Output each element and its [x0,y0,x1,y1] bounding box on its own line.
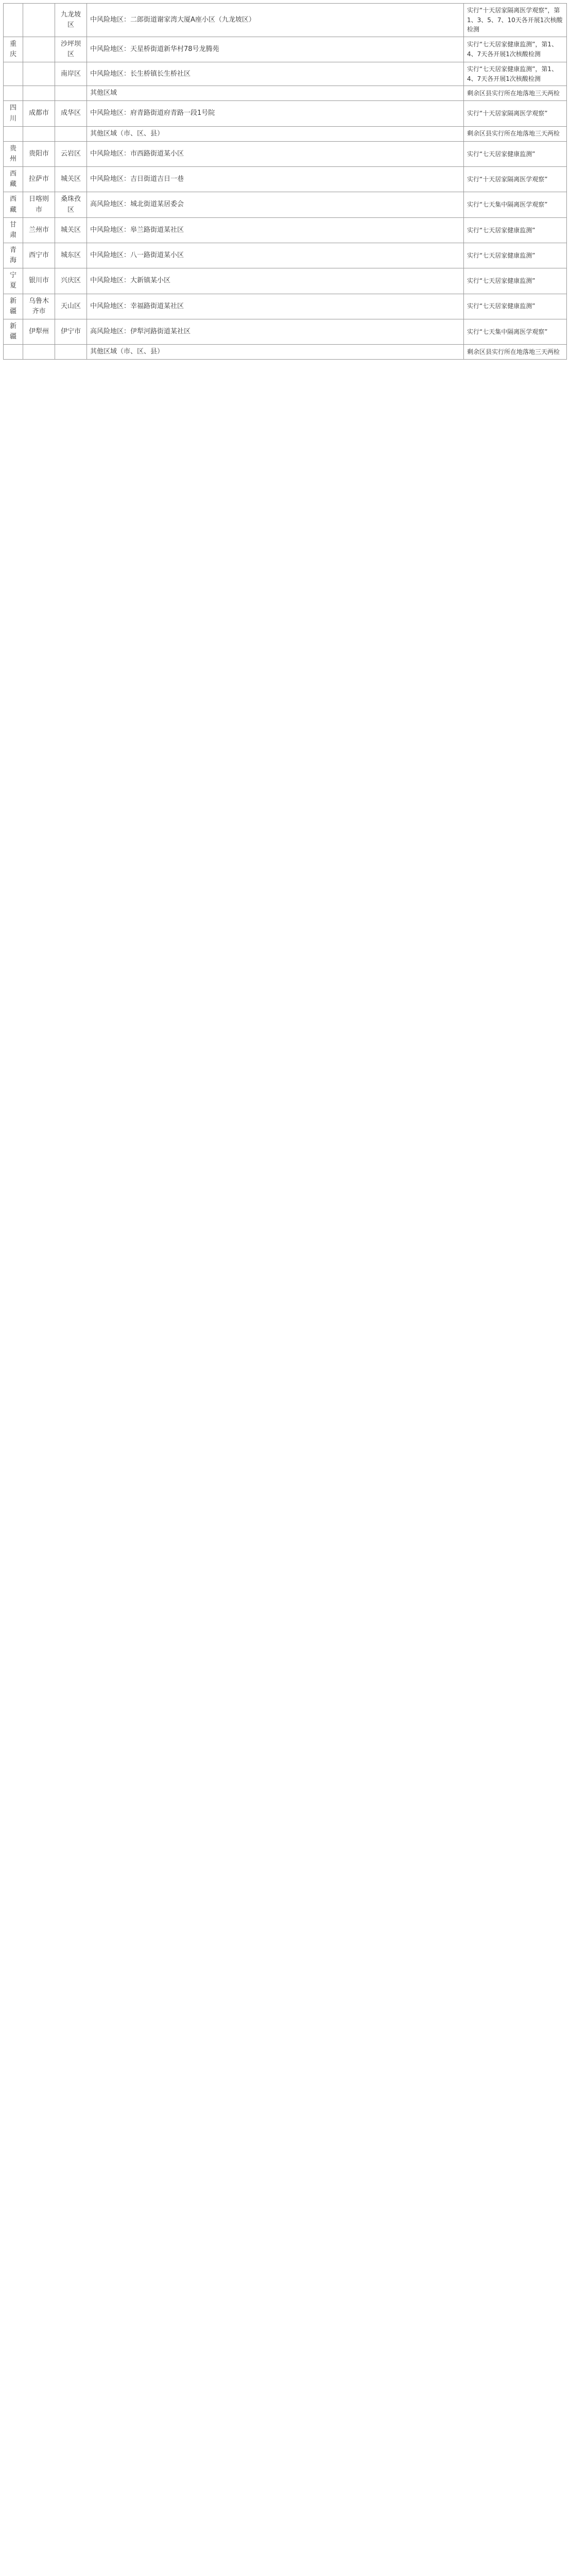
cell-area: 中风险地区：二郎街道谢家湾大厦A座小区（九龙坡区） [87,4,464,37]
cell-prov: 甘肃 [4,217,23,243]
cell-note: 剩余区县实行所在地落地三天两检 [464,345,567,360]
cell-note: 剩余区县实行所在地落地三天两检 [464,86,567,101]
table-row [4,268,567,294]
table-row [4,126,567,141]
cell-city: 伊犁州 [23,319,55,344]
cell-area: 中风险地区：长生桥镇长生桥社区 [87,62,464,86]
cell-city: 贵阳市 [23,141,55,166]
cell-prov: 重庆 [4,37,23,62]
cell-prov: 贵州 [4,141,23,166]
risk-area-table [3,3,567,360]
table-row [4,294,567,319]
cell-note: 剩余区县实行所在地落地三天两检 [464,126,567,141]
cell-city [23,4,55,37]
table-row [4,167,567,192]
cell-prov [4,86,23,101]
cell-area: 其他区域（市、区、县） [87,126,464,141]
cell-prov: 西藏 [4,167,23,192]
cell-prov: 宁夏 [4,268,23,294]
cell-prov [4,345,23,360]
cell-dist [55,126,87,141]
cell-dist: 天山区 [55,294,87,319]
cell-dist: 沙坪坝区 [55,37,87,62]
cell-dist [55,345,87,360]
cell-city: 兰州市 [23,217,55,243]
cell-dist: 桑珠孜区 [55,192,87,217]
cell-note: 实行“七天集中隔离医学观察” [464,319,567,344]
cell-area: 中风险地区：幸福路街道某社区 [87,294,464,319]
cell-area: 高风险地区：伊犁河路街道某社区 [87,319,464,344]
cell-prov: 四川 [4,101,23,126]
cell-prov [4,62,23,86]
cell-city: 西宁市 [23,243,55,268]
cell-prov: 西藏 [4,192,23,217]
cell-prov: 新疆 [4,294,23,319]
cell-dist: 城东区 [55,243,87,268]
cell-note: 实行“七天集中隔离医学观察” [464,192,567,217]
table-row [4,86,567,101]
cell-dist: 成华区 [55,101,87,126]
cell-prov: 新疆 [4,319,23,344]
cell-area: 中风险地区：八一路街道某小区 [87,243,464,268]
cell-dist: 九龙坡区 [55,4,87,37]
cell-note: 实行“七天居家健康监测”，第1、4、7天各开展1次核酸检测 [464,62,567,86]
cell-area: 中风险地区：天星桥街道新华村78号龙腾苑 [87,37,464,62]
cell-area: 中风险地区：府青路街道府青路一段1号院 [87,101,464,126]
cell-area: 中风险地区：市西路街道某小区 [87,141,464,166]
cell-area: 中风险地区：皋兰路街道某社区 [87,217,464,243]
cell-prov [4,4,23,37]
cell-city: 银川市 [23,268,55,294]
table-row [4,192,567,217]
cell-prov [4,126,23,141]
cell-city [23,86,55,101]
cell-city [23,126,55,141]
cell-dist: 城关区 [55,167,87,192]
table-row [4,101,567,126]
cell-note: 实行“七天居家健康监测” [464,294,567,319]
cell-prov: 青海 [4,243,23,268]
table-row [4,4,567,37]
cell-note: 实行“七天居家健康监测” [464,141,567,166]
cell-note: 实行“七天居家健康监测”，第1、4、7天各开展1次核酸检测 [464,37,567,62]
table-row [4,37,567,62]
table-row [4,217,567,243]
cell-area: 中风险地区：大新镇某小区 [87,268,464,294]
cell-city: 拉萨市 [23,167,55,192]
cell-area: 高风险地区：城北街道某居委会 [87,192,464,217]
table-row [4,62,567,86]
cell-area: 中风险地区：吉日街道吉日一巷 [87,167,464,192]
cell-area: 其他区域（市、区、县） [87,345,464,360]
cell-city: 成都市 [23,101,55,126]
cell-dist: 兴庆区 [55,268,87,294]
cell-dist [55,86,87,101]
cell-dist: 云岩区 [55,141,87,166]
cell-city: 日喀则市 [23,192,55,217]
cell-note: 实行“十天居家隔离医学观察” [464,101,567,126]
cell-city [23,345,55,360]
table-row [4,141,567,166]
cell-dist: 南岸区 [55,62,87,86]
cell-dist: 城关区 [55,217,87,243]
cell-city: 乌鲁木齐市 [23,294,55,319]
table-row [4,243,567,268]
table-row [4,319,567,344]
cell-note: 实行“七天居家健康监测” [464,217,567,243]
table-row [4,345,567,360]
cell-note: 实行“十天居家隔离医学观察”，第1、3、5、7、10天各开展1次核酸检测 [464,4,567,37]
cell-city [23,37,55,62]
cell-note: 实行“七天居家健康监测” [464,268,567,294]
cell-dist: 伊宁市 [55,319,87,344]
cell-note: 实行“七天居家健康监测” [464,243,567,268]
cell-area: 其他区域 [87,86,464,101]
cell-note: 实行“十天居家隔离医学观察” [464,167,567,192]
cell-city [23,62,55,86]
